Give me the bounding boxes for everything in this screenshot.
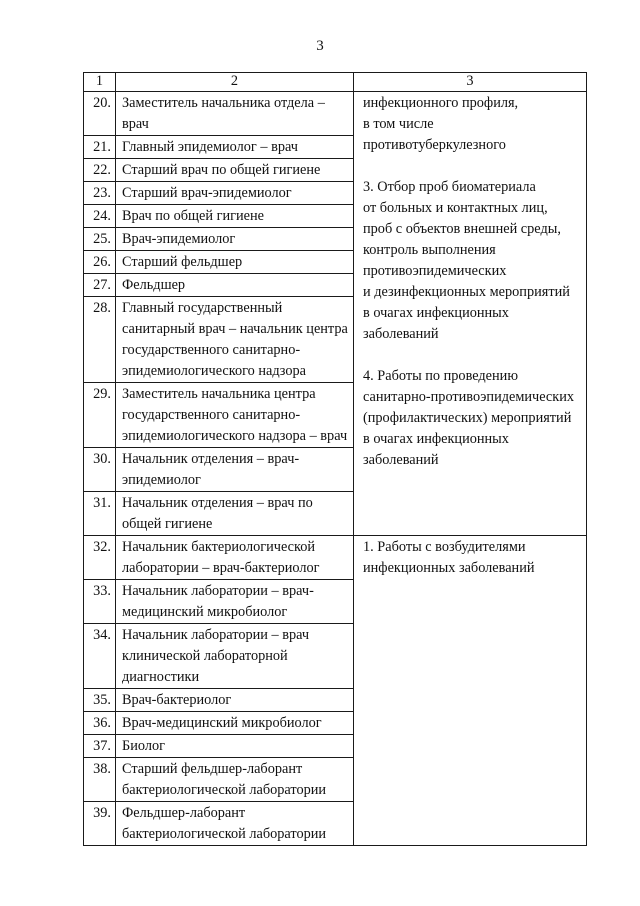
position-title: Старший врач по общей гигиене bbox=[116, 159, 354, 182]
work-types-cell bbox=[354, 536, 587, 846]
column-header-number: 1 bbox=[84, 73, 116, 92]
position-title: Старший фельдшер bbox=[116, 251, 354, 274]
position-title: Начальник лаборатории – врач-медицинский микробиолог bbox=[116, 580, 354, 624]
table-row bbox=[84, 536, 587, 580]
column-header-work: 3 bbox=[354, 73, 587, 92]
row-number: 23. bbox=[84, 182, 116, 205]
row-number: 27. bbox=[84, 274, 116, 297]
position-title: Фельдшер-лаборант бактериологической лаборатории bbox=[116, 802, 354, 846]
position-title: Главный эпидемиолог – врач bbox=[116, 136, 354, 159]
row-number: 35. bbox=[84, 689, 116, 712]
table-header-row bbox=[84, 73, 587, 92]
position-title: Главный государственный санитарный врач – начальник центра государственного санитарно-эпидемиологического надзора bbox=[116, 297, 354, 383]
position-title: Начальник бактериологической лаборатории – врач-бактериолог bbox=[116, 536, 354, 580]
row-number: 38. bbox=[84, 758, 116, 802]
row-number: 28. bbox=[84, 297, 116, 383]
row-number: 25. bbox=[84, 228, 116, 251]
position-title: Начальник отделения – врач по общей гигиене bbox=[116, 492, 354, 536]
work-item-pathogens: 1. Работы с возбудителями инфекционных заболеваний bbox=[363, 539, 535, 576]
row-number: 24. bbox=[84, 205, 116, 228]
position-title: Старший фельдшер-лаборант бактериологической лаборатории bbox=[116, 758, 354, 802]
work-item-antiepidemic: 4. Работы по проведению санитарно-противоэпидемических (профилактических) мероприятий в очагах инфекционных заболеваний bbox=[363, 368, 575, 468]
positions-table bbox=[83, 72, 587, 846]
page-number: 3 bbox=[316, 38, 324, 54]
position-title: Врач по общей гигиене bbox=[116, 205, 354, 228]
table-row bbox=[84, 92, 587, 136]
work-item-infection-profile: инфекционного профиля, в том числе противотуберкулезного bbox=[363, 95, 519, 153]
position-title: Заместитель начальника отдела – врач bbox=[116, 92, 354, 136]
row-number: 32. bbox=[84, 536, 116, 580]
row-number: 33. bbox=[84, 580, 116, 624]
row-number: 34. bbox=[84, 624, 116, 689]
row-number: 26. bbox=[84, 251, 116, 274]
row-number: 30. bbox=[84, 448, 116, 492]
position-title: Биолог bbox=[116, 735, 354, 758]
position-title: Врач-медицинский микробиолог bbox=[116, 712, 354, 735]
position-title: Старший врач-эпидемиолог bbox=[116, 182, 354, 205]
row-number: 29. bbox=[84, 383, 116, 448]
row-number: 37. bbox=[84, 735, 116, 758]
column-header-position: 2 bbox=[116, 73, 354, 92]
row-number: 39. bbox=[84, 802, 116, 846]
work-types-cell bbox=[354, 92, 587, 536]
position-title: Заместитель начальника центра государственного санитарно-эпидемиологического надзора – врач bbox=[116, 383, 354, 448]
row-number: 22. bbox=[84, 159, 116, 182]
row-number: 31. bbox=[84, 492, 116, 536]
position-title: Фельдшер bbox=[116, 274, 354, 297]
position-title: Врач-эпидемиолог bbox=[116, 228, 354, 251]
work-item-sampling: 3. Отбор проб биоматериала от больных и контактных лиц, проб с объектов внешней среды, контроль выполнения противоэпидемических и дезинфекционных мероприятий в очагах инфекционных заболеваний bbox=[363, 179, 570, 342]
row-number: 36. bbox=[84, 712, 116, 735]
position-title: Начальник лаборатории – врач клинической лабораторной диагностики bbox=[116, 624, 354, 689]
position-title: Начальник отделения – врач-эпидемиолог bbox=[116, 448, 354, 492]
position-title: Врач-бактериолог bbox=[116, 689, 354, 712]
row-number: 20. bbox=[84, 92, 116, 136]
row-number: 21. bbox=[84, 136, 116, 159]
